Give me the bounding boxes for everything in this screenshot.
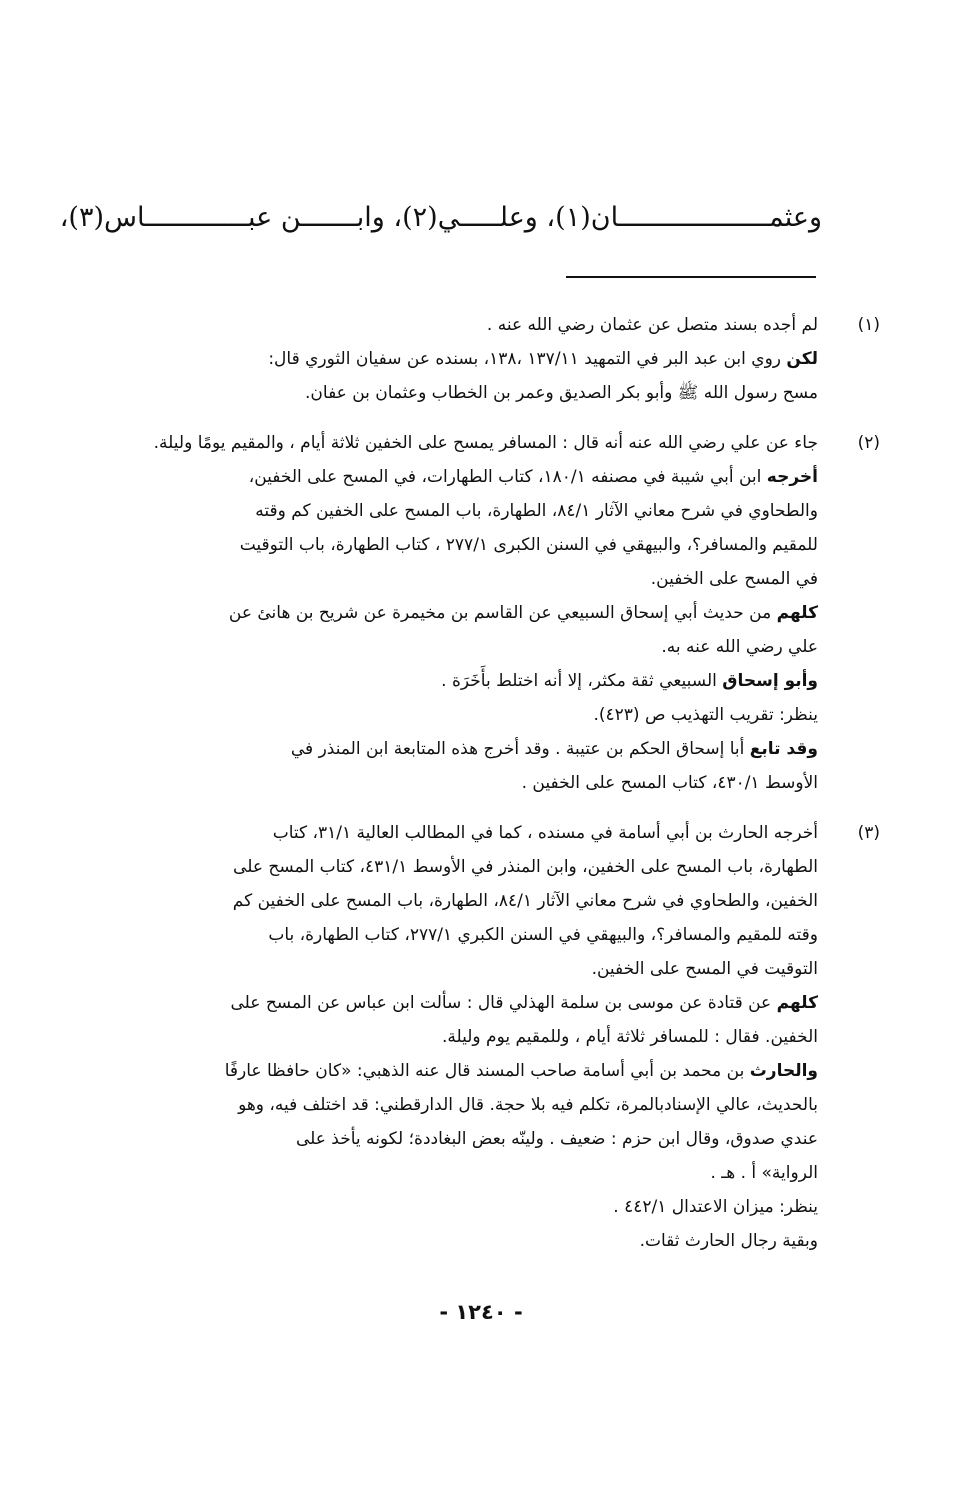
footnote-line: وقته للمقيم والمسافر؟، والبيهقي في السنن الكبري ٢٧٧/١، كتاب الطهارة، باب xyxy=(268,925,818,945)
footnote-line: مسح رسول الله ﷺ وأبو بكر الصديق وعمر بن الخطاب وعثمان بن عفان. xyxy=(305,383,818,403)
footnote-3 xyxy=(138,816,880,1258)
footnote-line: الطهارة، باب المسح على الخفين، وابن المنذر في الأوسط ٤٣١/١، كتاب المسح على xyxy=(233,857,818,877)
footnote-line: ينظر: ميزان الاعتدال ٤٤٢/١ . xyxy=(613,1197,818,1217)
footnote-line: والحارث بن محمد بن أبي أسامة صاحب المسند قال عنه الذهبي: «كان حافظا عارفًا xyxy=(224,1061,818,1081)
footnote-line: والطحاوي في شرح معاني الآثار ٨٤/١، الطهارة، باب المسح على الخفين كم وقته xyxy=(255,501,818,521)
footnote-line: لم أجده بسند متصل عن عثمان رضي الله عنه . xyxy=(486,315,818,335)
footnote-line: للمقيم والمسافر؟، والبيهقي في السنن الكبرى ٢٧٧/١ ، كتاب الطهارة، باب التوقيت xyxy=(239,535,818,555)
footnote-line: في المسح على الخفين. xyxy=(650,569,818,589)
footnote-line: وقد تابع أبا إسحاق الحكم بن عتيبة . وقد أخرج هذه المتابعة ابن المنذر في xyxy=(290,739,818,759)
footnote-line: جاء عن علي رضي الله عنه أنه قال : المسافر يمسح على الخفين ثلاثة أيام ، والمقيم يومًا وليلة. xyxy=(153,433,818,453)
page-number: - ١٢٤٠ - xyxy=(439,1300,523,1324)
footnote-line: كلهم عن قتادة عن موسى بن سلمة الهذلي قال : سألت ابن عباس عن المسح على xyxy=(230,993,818,1013)
footnote-line: وأبو إسحاق السبيعي ثقة مكثر، إلا أنه اختلط بأَخَرَة . xyxy=(441,671,818,691)
footnote-number: (١) xyxy=(857,315,880,335)
footnote-line: علي رضي الله عنه به. xyxy=(661,637,818,657)
footnote-line: الرواية» أ . هـ . xyxy=(710,1163,818,1183)
footnote-line: كلهم من حديث أبي إسحاق السبيعي عن القاسم بن مخيمرة عن شريح بن هانئ عن xyxy=(228,603,818,623)
footnote-line: ينظر: تقريب التهذيب ص (٤٢٣). xyxy=(593,705,818,725)
footnote-line: لكن روي ابن عبد البر في التمهيد ١٣٧/١١ ،١٣٨، بسنده عن سفيان الثوري قال: xyxy=(268,349,818,369)
footnote-number: (٣) xyxy=(857,823,880,843)
footnote-2 xyxy=(138,426,880,800)
footnote-line: التوقيت في المسح على الخفين. xyxy=(591,959,818,979)
footnote-line: وبقية رجال الحارث ثقات. xyxy=(639,1231,818,1251)
footnote-separator xyxy=(566,276,816,278)
footnote-line: بالحديث، عالي الإسنادبالمرة، تكلم فيه بلا حجة. قال الدارقطني: قد اختلف فيه، وهو xyxy=(238,1095,818,1115)
footnote-line: الخفين، والطحاوي في شرح معاني الآثار ٨٤/١، الطهارة، باب المسح على الخفين كم xyxy=(232,891,818,911)
footnote-number: (٢) xyxy=(857,433,880,453)
footnote-line: عندي صدوق، وقال ابن حزم : ضعيف . ولينّه بعض البغاددة؛ لكونه يأخذ على xyxy=(295,1129,818,1149)
footnote-line: الخفين. فقال : للمسافر ثلاثة أيام ، وللمقيم يوم وليلة. xyxy=(441,1027,818,1047)
footnote-line: الأوسط ٤٣٠/١، كتاب المسح على الخفين . xyxy=(521,773,818,793)
footnote-line: أخرجه ابن أبي شيبة في مصنفه ١٨٠/١، كتاب الطهارات، في المسح على الخفين، xyxy=(248,467,818,487)
footnotes xyxy=(138,308,880,1258)
footnote-1 xyxy=(138,308,880,410)
footnote-line: أخرجه الحارث بن أبي أسامة في مسنده ، كما في المطالب العالية ٣١/١، كتاب xyxy=(272,823,818,843)
main-text-line: وعثمـــــــــــــــــــان(١)، وعلـــــي(٢)، وابـــــــن عبـــــــــــــاس(٣)، xyxy=(59,202,822,233)
